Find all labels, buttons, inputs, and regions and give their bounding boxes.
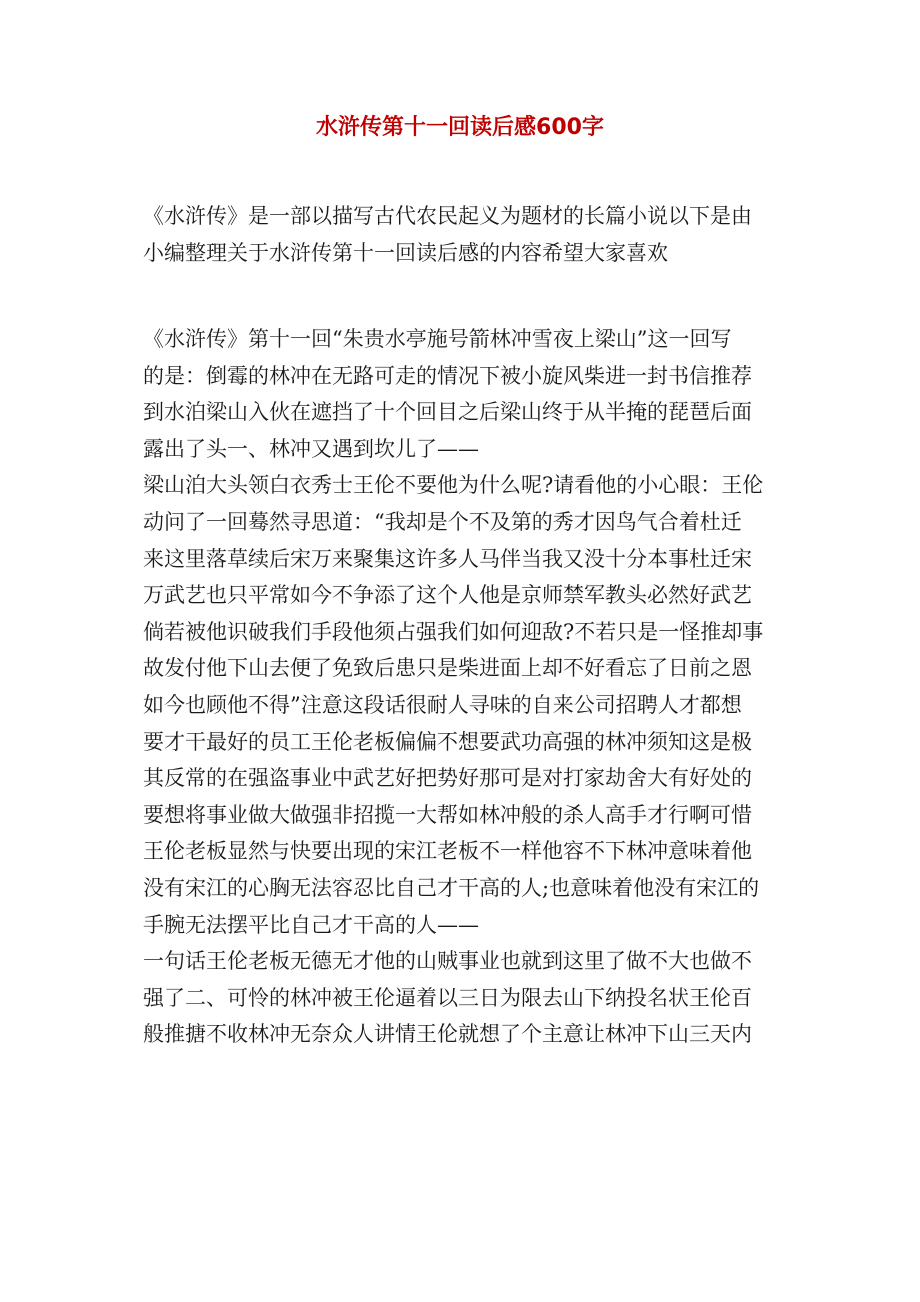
text-line: 动问了一回蓦然寻思道：“我却是个不及第的秀才因鸟气合着杜迁 <box>143 509 742 534</box>
text-line: 没有宋江的心胸无法容忍比自己才干高的人;也意味着他没有宋江的 <box>143 875 760 900</box>
text-line: 其反常的在强盗事业中武艺好把势好那可是对打家劫舍大有好处的 <box>143 766 752 791</box>
text-line: 一句话王伦老板无德无才他的山贼事业也就到这里了做不大也做不 <box>143 949 752 974</box>
text-line: 万武艺也只平常如今不争添了这个人他是京师禁军教头必然好武艺 <box>143 583 752 608</box>
document-title: 水浒传第十一回读后感600字 <box>316 115 604 140</box>
text-line: 《水浒传》第十一回“朱贵水亭施号箭林冲雪夜上梁山”这一回写 <box>143 327 732 351</box>
text-line: 王伦老板显然与快要出现的宋江老板不一样他容不下林冲意味着他 <box>143 839 752 864</box>
intro-paragraph <box>143 198 783 271</box>
text-line: 手腕无法摆平比自己才干高的人—— <box>143 912 479 937</box>
text-line: 到水泊梁山入伙在遮挡了十个回目之后梁山终于从半掩的琵琶后面 <box>143 400 752 425</box>
text-line: 强了二、可怜的林冲被王伦逼着以三日为限去山下纳投名状王伦百 <box>143 985 752 1010</box>
text-line: 露出了头一、林冲又遇到坎儿了—— <box>143 436 479 461</box>
text-line: 来这里落草续后宋万来聚集这许多人马伴当我又没十分本事杜迁宋 <box>143 546 752 571</box>
text-line: 要想将事业做大做强非招揽一大帮如林冲般的杀人高手才行啊可惜 <box>143 802 752 827</box>
text-line: 要才干最好的员工王伦老板偏偏不想要武功高强的林冲须知这是极 <box>143 729 752 754</box>
text-line: 小编整理关于水浒传第十一回读后感的内容希望大家喜欢 <box>143 240 668 265</box>
text-line: 《水浒传》是一部以描写古代农民起义为题材的长篇小说以下是由 <box>143 204 752 228</box>
text-line: 般推搪不收林冲无奈众人讲情王伦就想了个主意让林冲下山三天内 <box>143 1022 752 1047</box>
body-paragraph <box>143 321 783 1053</box>
text-line: 故发付他下山去便了免致后患只是柴进面上却不好看忘了日前之恩 <box>143 656 752 681</box>
text-line: 如今也顾他不得”注意这段话很耐人寻味的自来公司招聘人才都想 <box>143 692 742 717</box>
text-line: 梁山泊大头领白衣秀士王伦不要他为什么呢?请看他的小心眼：王伦 <box>143 473 764 498</box>
text-line: 的是：倒霉的林冲在无路可走的情况下被小旋风柴进一封书信推荐 <box>143 363 752 388</box>
text-line: 倘若被他识破我们手段他须占强我们如何迎敌?不若只是一怪推却事 <box>143 619 764 644</box>
